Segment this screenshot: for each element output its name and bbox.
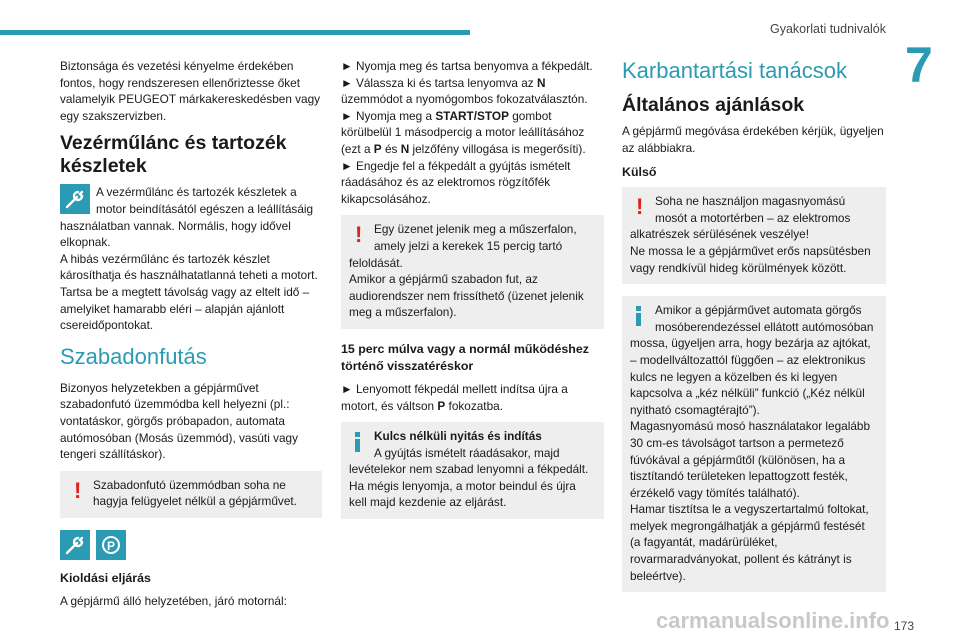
warning-box: [622, 187, 886, 284]
info-box: [622, 296, 886, 592]
outside-heading: Külső: [622, 165, 657, 180]
warning-text-2: Amikor a gépjármű szabadon fut, az audiorendszer nem frissíthető (üzenet jelenik meg a műszerfalon).: [349, 272, 584, 320]
info-icon: [636, 306, 647, 326]
timing-heading: Vezérműlánc és tartozék készletek: [60, 132, 287, 178]
info-box: [341, 422, 604, 519]
wrench-icon: [60, 530, 90, 560]
warning-box: [341, 215, 604, 329]
warning-icon: !: [74, 477, 82, 503]
return-text: ► Lenyomott fékpedál mellett indítsa újra a motort, és váltson P fokozatba.: [341, 381, 568, 413]
watermark: carmanualsonline.info: [656, 608, 890, 633]
freewheel-text: Bizonyos helyzetekben a gépjárművet szabadonfutó üzemmódba kell helyezni (pl.: vontatáskor, görgős próbapadon, automata autómosóban (Mosás üzemmód), vasúti vagy tengeri szállításkor).: [60, 380, 299, 462]
info-icon: [355, 432, 366, 452]
warning-icon: !: [355, 222, 363, 248]
step-1: ► Nyomja meg és tartsa benyomva a fékpedált.: [341, 59, 593, 73]
parking-brake-icon: [96, 530, 126, 560]
chapter-number: 7: [905, 37, 933, 93]
release-text: A gépjármű álló helyzetében, járó motornál:: [60, 593, 287, 608]
freewheel-heading: Szabadonfutás: [60, 343, 207, 369]
column-1: [60, 58, 322, 617]
general-heading: Általános ajánlások: [622, 94, 805, 116]
page-number: 173: [893, 619, 914, 633]
warning-icon: !: [636, 194, 644, 220]
maintenance-heading: Karbantartási tanácsok: [622, 58, 848, 83]
column-3: [622, 58, 886, 604]
info-title: Kulcs nélküli nyitás és indítás: [374, 429, 542, 444]
wrench-icon: [60, 184, 90, 214]
warning-text-1: Soha ne használjon magasnyomású mosót a motortérben – az elektromos alkatrészek sérülésének veszélye!: [630, 194, 851, 242]
info-text-2: Magasnyomású mosó használatakor legalább 30 cm-es távolságot tartson a permetező fúvókával a gépjárműtől (különösen, ha a tisztítandó területeken lepattogzott festék, érzékelő vagy tömítés található).: [630, 419, 871, 500]
info-text: A gyújtás ismételt ráadásakor, majd levételekor nem szabad lenyomni a fékpedált. Ha mégis lenyomja, a motor beindul és újra kell majd kezdenie az eljárást.: [349, 445, 589, 510]
info-text-3: Hamar tisztítsa le a vegyszertartalmú foltokat, melyek megrongálhatják a gépjármű festését (a fagyantát, madárürüléket, rovarmaradványokat, pollent és kátrányt is beleértve).: [630, 502, 869, 583]
step-2: ► Válassza ki és tartsa lenyomva az N üzemmódot a nyomógombos fokozatválasztón.: [341, 75, 588, 107]
header-bar: [0, 30, 470, 35]
warning-box: [60, 471, 322, 518]
svg-text:P: P: [107, 538, 116, 553]
general-intro: A gépjármű megóvása érdekében kérjük, ügyeljen az alábbiakra.: [622, 124, 884, 155]
warning-text-2: Ne mossa le a gépjárművet erős napsütésben vagy rendkívül hideg körülmények között.: [630, 243, 871, 275]
warning-text: Szabadonfutó üzemmódban soha ne hagyja felügyelet nélkül a gépjárművet.: [93, 477, 297, 509]
timing-text: A vezérműlánc és tartozék készletek a motor beindításától egészen a leállításáig használatban vannak. Normális, hogy idővel elkopnak.: [60, 185, 314, 250]
step-4: ► Engedje fel a fékpedált a gyújtás ismételt ráadásához és az elektromos rögzítőfék kikapcsolásához.: [341, 158, 571, 206]
warning-text-1: Egy üzenet jelenik meg a műszerfalon, amely jelzi a kerekek 15 percig tartó feloldását.: [349, 222, 577, 270]
intro-text: Biztonsága és vezetési kényelme érdekében fontos, hogy rendszeresen ellenőriztesse őket valamelyik PEUGEOT márkakereskedésben vagy egy szakszervizben.: [60, 59, 321, 123]
release-heading: Kioldási eljárás: [60, 570, 151, 585]
return-heading: 15 perc múlva vagy a normál működéshez történő visszatéréskor: [341, 341, 589, 373]
step-3: ► Nyomja meg a START/STOP gombot körülbelül 1 másodpercig a motor leállításához (ezt a P és N jelzőfény villogása is megerősíti).: [341, 108, 586, 156]
timing-text-2: A hibás vezérműlánc és tartozék készlet károsíthatja és használhatatlanná teheti a motort. Tartsa be a megtett távolság vagy az eltelt idő – amelyiket hamarabb eléri – alapján ajánlott csereidőpontokat.: [60, 251, 318, 333]
info-text-1: Amikor a gépjárművet automata görgős mosóberendezéssel ellátott autómosóban mossa, ügyeljen arra, hogy bezárja az ajtókat, – modellváltozattól függően – az elektronikus kulcs ne legyen a közelben és ki legyen kapcsolva a „kéz nélküli” funkció („Kéz nélkül nyitható csomagtérajtó”).: [630, 303, 874, 417]
column-2: [341, 58, 604, 531]
header-title: Gyakorlati tudnivalók: [769, 22, 886, 36]
